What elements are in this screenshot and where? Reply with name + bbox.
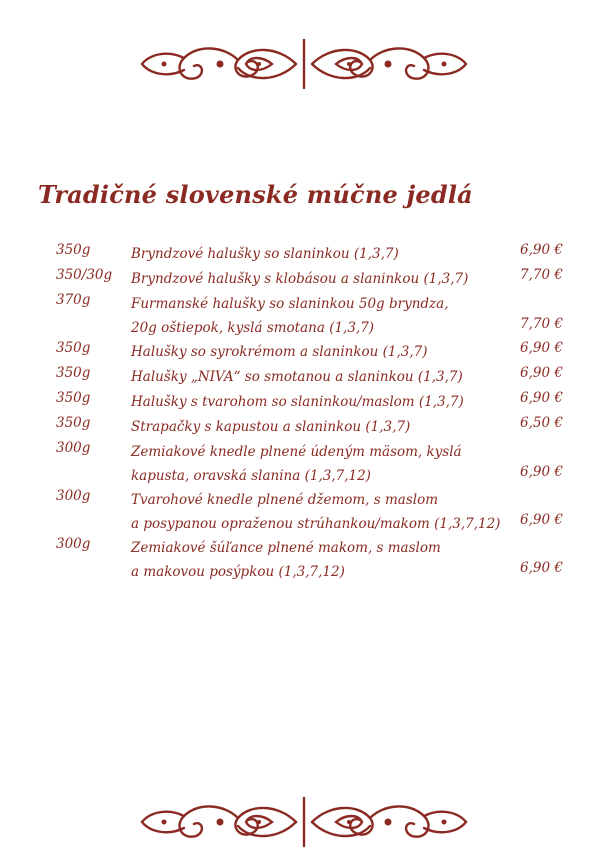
menu-item-name-line: Halušky so syrokrémom a slaninkou (1,3,7) [131,344,428,360]
menu-item-price: 6,90 € [520,464,563,480]
menu-item-weight: 300g [56,536,91,552]
menu-item [0,534,605,582]
menu-item-price: 6,90 € [520,512,563,528]
menu-item-weight: 350/30g [56,267,113,283]
menu-item [0,265,605,290]
menu-item-name [131,365,521,389]
menu-item-weight: 350g [56,340,91,356]
menu-item-name-line: Tvarohové knedle plnené džemom, s maslom [131,492,439,508]
menu-item [0,363,605,388]
menu-item-name-line: Bryndzové halušky s klobásou a slaninkou (1,3,7) [131,271,469,287]
menu-item-price: 6,90 € [520,365,563,381]
bottom-ornament [138,796,470,848]
menu-item-name-line: Halušky „NIVA“ so smotanou a slaninkou (1,3,7) [131,369,463,385]
menu-item-name-line: 20g oštiepok, kyslá smotana (1,3,7) [131,320,375,336]
menu-item-name [131,488,521,536]
menu-item-name [131,390,521,414]
menu-list [0,240,605,582]
menu-item-name [131,340,521,364]
menu-section-title: Tradičné slovenské múčne jedlá [38,180,473,209]
menu-item-weight: 300g [56,440,91,456]
menu-item-weight: 350g [56,365,91,381]
menu-item-name [131,292,521,340]
menu-item [0,438,605,486]
menu-item-price: 7,70 € [520,267,563,283]
menu-item-name-line: Halušky s tvarohom so slaninkou/maslom (1,3,7) [131,394,464,410]
menu-item-name [131,536,521,584]
menu-item-price: 7,70 € [520,316,563,332]
menu-item-name-line: a posypanou opraženou strúhankou/makom (1,3,7,12) [131,516,501,532]
menu-item-name-line: Zemiakové knedle plnené údeným mäsom, kyslá [131,444,462,460]
menu-item-name-line: Bryndzové halušky so slaninkou (1,3,7) [131,246,399,262]
menu-item-weight: 300g [56,488,91,504]
menu-item-name [131,242,521,266]
menu-item-weight: 350g [56,415,91,431]
top-ornament [138,38,470,90]
menu-item [0,486,605,534]
menu-item-name-line: Zemiakové šúľance plnené makom, s maslom [131,540,441,556]
menu-item [0,413,605,438]
folk-ornament-icon [138,796,470,848]
menu-item-name [131,415,521,439]
menu-item-price: 6,90 € [520,390,563,406]
menu-item-weight: 350g [56,242,91,258]
menu-item-price: 6,50 € [520,415,563,431]
menu-item-name-line: Furmanské halušky so slaninkou 50g bryndza, [131,296,449,312]
menu-item-price: 6,90 € [520,560,563,576]
menu-item-name-line: a makovou posýpkou (1,3,7,12) [131,564,345,580]
menu-item [0,240,605,265]
menu-item-name [131,267,521,291]
menu-item-name [131,440,521,488]
menu-item [0,290,605,338]
folk-ornament-icon [138,38,470,90]
menu-item [0,338,605,363]
menu-item-price: 6,90 € [520,242,563,258]
menu-item-weight: 350g [56,390,91,406]
menu-item-name-line: Strapačky s kapustou a slaninkou (1,3,7) [131,419,411,435]
menu-item [0,388,605,413]
menu-item-weight: 370g [56,292,91,308]
menu-item-name-line: kapusta, oravská slanina (1,3,7,12) [131,468,371,484]
menu-item-price: 6,90 € [520,340,563,356]
